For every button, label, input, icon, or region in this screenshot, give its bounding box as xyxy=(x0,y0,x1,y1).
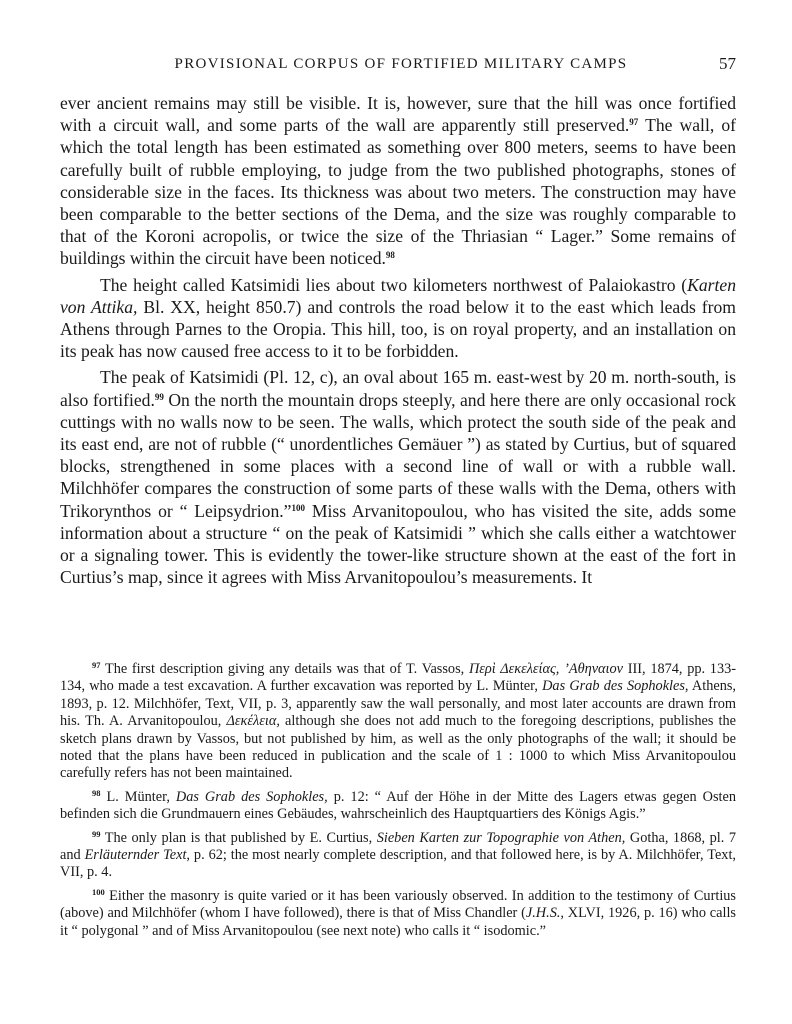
text-run: The only plan is that published by E. Curtius, xyxy=(100,829,377,846)
text-run: XLVI, 1926, p. 16) who calls it “ polygonal ” and of Miss Arvanitopoulou (see next note) who calls it “ isodomic.” xyxy=(60,905,736,939)
footnote-ref-99[interactable]: 99 xyxy=(154,391,164,402)
running-head: PROVISIONAL CORPUS OF FORTIFIED MILITARY CAMPS xyxy=(174,56,628,72)
footnote-number: 100 xyxy=(92,886,105,897)
main-text xyxy=(60,92,736,588)
text-run: The peak of Katsimidi (Pl. 12, c), an oval about 165 m. east-west by 20 m. north-south, is also fortified. xyxy=(60,367,736,410)
footnote-98 xyxy=(60,785,736,824)
text-run: The wall, of which the total length has been estimated as something over 800 meters, seems to have been carefully built of rubble employing, to judge from the two published photographs, stones of considerable size in the faces. Its thickness was about two meters. The construction may have been comparable to the better sections of the Dema, and the size was roughly comparable to that of the Koroni acropolis, or twice the size of the Thriasian “ Lager.” Some remains of buildings within the circuit have been noticed. xyxy=(60,115,737,269)
paragraph-1 xyxy=(60,92,736,270)
footnotes xyxy=(60,657,736,942)
italic-title: Περὶ Δεκελείας, ’Αθηναιον xyxy=(468,661,624,677)
page-number: 57 xyxy=(719,54,736,73)
italic-title: Erläuternder Text, xyxy=(84,847,191,864)
text-run: p. 62; the most nearly complete description, and that followed here, is by A. Milchhöfer, Text, VII, p. 4. xyxy=(60,847,736,881)
text-run: p. 12: “ Auf der Höhe in der Mitte des Lagers etwas gegen Osten befinden sich die Grundmauern eines Gebäudes, wahrscheinlich des Hauptquartiers des Königs Agis.” xyxy=(60,788,736,823)
text-run: ever ancient remains may still be visible. It is, however, sure that the hill was once fortified with a circuit wall, and some parts of the wall are apparently still preserved. xyxy=(60,93,736,136)
text-run: The first description giving any details was that of T. Vassos, xyxy=(100,661,469,677)
footnote-ref-100[interactable]: 100 xyxy=(291,502,305,513)
italic-title: Sieben Karten zur Topographie von Athen, xyxy=(376,829,626,846)
text-run: although she does not add much to the foregoing descriptions, publishes the sketch plans drawn by Vassos, but not published by him, as well as the only photographs of the wall; it should be noted that the plans have been reduced in publication and the scale of 1 : 1000 to which Miss Arvanitopoulou carefully refers has not been maintained. xyxy=(60,713,737,782)
footnote-99 xyxy=(60,826,736,882)
text-run: Athens, 1893, p. 12. Milchhöfer, Text, VII, p. 3, apparently saw the wall personally, and most later accounts are drawn from his. Th. A. Arvanitopoulou, xyxy=(60,678,736,730)
footnote-number: 98 xyxy=(92,787,101,798)
text-run: Gotha, 1868, pl. 7 and xyxy=(60,829,737,864)
text-run: III, 1874, pp. 133-134, who made a test excavation. A further excavation was reported by L. Münter, xyxy=(60,661,736,695)
italic-title: Das Grab des Sophokles, xyxy=(175,788,328,805)
text-run: On the north the mountain drops steeply, and here there are only occasional rock cuttings with no walls now to be seen. The walls, which protect the south side of the peak and its east end, are not of rubble (“ unordentliches Gemäuer ”) as stated by Curtius, but of squared blocks, strengthened in some places with a second line of wall or with a rubble wall. Milchhöfer compares the construction of some parts of these walls with the Dema, others with Trikorynthos or “ Leipsydrion.” xyxy=(60,389,736,521)
paragraph-2 xyxy=(60,274,736,363)
text-run: Bl. XX, height 850.7) and controls the road below it to the east which leads from Athens through Parnes to the Oropia. This hill, too, is on royal property, and an installation on its peak has now caused free access to it to be forbidden. xyxy=(60,296,736,362)
text-run: L. Münter, xyxy=(100,788,176,805)
footnote-number: 97 xyxy=(92,660,101,670)
footnote-ref-98[interactable]: 98 xyxy=(385,250,395,261)
footnote-ref-97[interactable]: 97 xyxy=(629,117,639,128)
italic-title: J.H.S., xyxy=(525,905,564,922)
italic-title: Δεκέλεια, xyxy=(226,713,280,730)
text-run: Either the masonry is quite varied or it has been variously observed. In addition to the testimony of Curtius (above) and Milchhöfer (whom I have followed), there is that of Miss Chandler ( xyxy=(60,887,736,922)
page-header xyxy=(60,56,736,78)
footnote-100 xyxy=(60,884,736,940)
paragraph-3 xyxy=(60,366,736,588)
text-run: Miss Arvanitopoulou, who has visited the site, adds some information about a structure “ on the peak of Katsimidi ” which she calls either a watchtower or a signaling tower. This is evidently the tower-like structure shown at the east of the fort in Curtius’s map, since it agrees with Miss Arvanitopoulou’s measurements. It xyxy=(60,500,737,588)
italic-title: Das Grab des Sophokles, xyxy=(542,678,689,695)
italic-title: Karten von Attika, xyxy=(60,274,736,317)
footnote-97 xyxy=(60,657,736,783)
footnote-number: 99 xyxy=(92,828,101,839)
text-run: The height called Katsimidi lies about two kilometers northwest of Palaiokastro ( xyxy=(100,274,688,295)
